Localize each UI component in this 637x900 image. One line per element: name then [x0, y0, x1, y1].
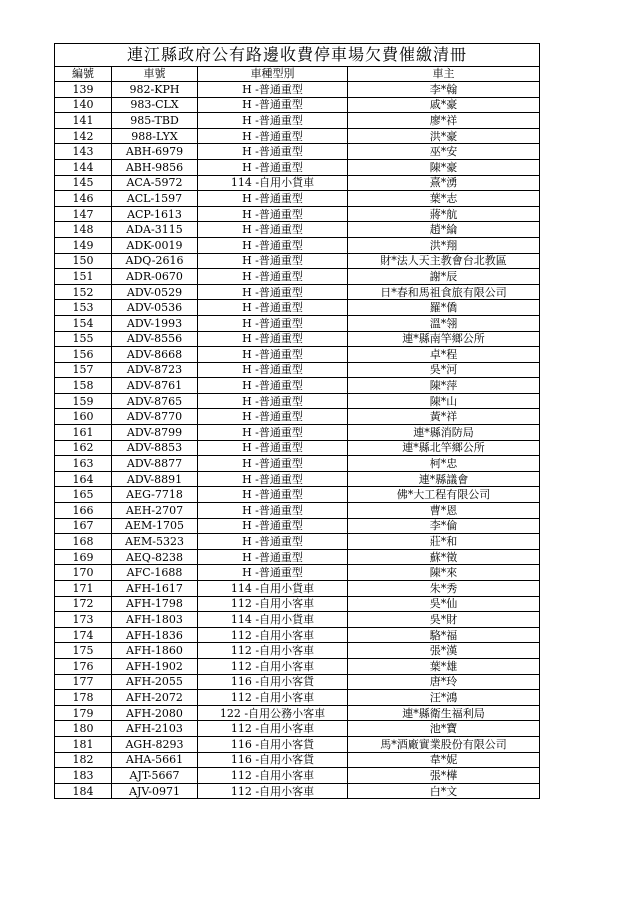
cell-owner: 陳*萍 [348, 378, 540, 394]
cell-plate: ADV-1993 [112, 315, 198, 331]
cell-plate: ADV-8853 [112, 440, 198, 456]
table-row [55, 378, 540, 394]
cell-no: 150 [55, 253, 112, 269]
cell-plate: AFC-1688 [112, 565, 198, 581]
table-row [55, 144, 540, 160]
table-row [55, 82, 540, 98]
table-row [55, 409, 540, 425]
cell-plate: AEM-5323 [112, 534, 198, 550]
cell-no: 175 [55, 643, 112, 659]
cell-vehicle-type: H -普通重型 [198, 471, 348, 487]
cell-owner: 葉*雄 [348, 658, 540, 674]
document-title: 連江縣政府公有路邊收費停車場欠費催繳清冊 [55, 44, 540, 67]
table-row [55, 253, 540, 269]
table-row [55, 503, 540, 519]
cell-owner: 莊*和 [348, 534, 540, 550]
cell-plate: ADV-8799 [112, 425, 198, 441]
cell-plate: AFH-1902 [112, 658, 198, 674]
cell-plate: ADV-8765 [112, 393, 198, 409]
cell-owner: 財*法人天主教會台北教區 [348, 253, 540, 269]
cell-no: 182 [55, 752, 112, 768]
table-row [55, 596, 540, 612]
cell-no: 153 [55, 300, 112, 316]
cell-plate: ADV-0529 [112, 284, 198, 300]
table-row [55, 534, 540, 550]
cell-owner: 趙*綸 [348, 222, 540, 238]
cell-vehicle-type: 112 -自用小客車 [198, 768, 348, 784]
cell-vehicle-type: H -普通重型 [198, 300, 348, 316]
cell-vehicle-type: H -普通重型 [198, 487, 348, 503]
cell-no: 179 [55, 705, 112, 721]
cell-owner: 朱*秀 [348, 581, 540, 597]
table-row [55, 487, 540, 503]
cell-owner: 洪*翔 [348, 237, 540, 253]
cell-owner: 連*縣南竿鄉公所 [348, 331, 540, 347]
cell-no: 156 [55, 347, 112, 363]
table-row [55, 690, 540, 706]
cell-owner: 日*春和馬祖食旅有限公司 [348, 284, 540, 300]
cell-owner: 連*縣議會 [348, 471, 540, 487]
cell-plate: AFH-2072 [112, 690, 198, 706]
cell-no: 171 [55, 581, 112, 597]
cell-no: 170 [55, 565, 112, 581]
cell-owner: 吳*仙 [348, 596, 540, 612]
cell-owner: 連*縣消防局 [348, 425, 540, 441]
cell-no: 165 [55, 487, 112, 503]
cell-plate: AFH-1836 [112, 627, 198, 643]
cell-vehicle-type: H -普通重型 [198, 425, 348, 441]
cell-vehicle-type: H -普通重型 [198, 144, 348, 160]
cell-plate: ADV-0536 [112, 300, 198, 316]
cell-plate: ACL-1597 [112, 191, 198, 207]
cell-vehicle-type: H -普通重型 [198, 565, 348, 581]
cell-no: 155 [55, 331, 112, 347]
cell-plate: ADV-8770 [112, 409, 198, 425]
cell-plate: 985-TBD [112, 113, 198, 129]
cell-plate: AEQ-8238 [112, 549, 198, 565]
cell-no: 169 [55, 549, 112, 565]
cell-plate: ACA-5972 [112, 175, 198, 191]
cell-vehicle-type: H -普通重型 [198, 362, 348, 378]
cell-vehicle-type: H -普通重型 [198, 269, 348, 285]
cell-no: 152 [55, 284, 112, 300]
cell-vehicle-type: H -普通重型 [198, 534, 348, 550]
table-row [55, 206, 540, 222]
cell-no: 142 [55, 128, 112, 144]
table-row [55, 315, 540, 331]
cell-vehicle-type: H -普通重型 [198, 222, 348, 238]
cell-no: 172 [55, 596, 112, 612]
cell-no: 159 [55, 393, 112, 409]
cell-plate: AFH-2103 [112, 721, 198, 737]
cell-plate: AJV-0971 [112, 783, 198, 799]
cell-plate: ADV-8761 [112, 378, 198, 394]
cell-no: 140 [55, 97, 112, 113]
cell-owner: 池*寶 [348, 721, 540, 737]
cell-no: 177 [55, 674, 112, 690]
table-row [55, 128, 540, 144]
cell-plate: ABH-6979 [112, 144, 198, 160]
cell-owner: 李*倫 [348, 518, 540, 534]
cell-vehicle-type: H -普通重型 [198, 284, 348, 300]
cell-owner: 柯*忠 [348, 456, 540, 472]
table-row [55, 113, 540, 129]
cell-owner: 卓*程 [348, 347, 540, 363]
cell-no: 160 [55, 409, 112, 425]
cell-owner: 連*縣北竿鄉公所 [348, 440, 540, 456]
cell-no: 141 [55, 113, 112, 129]
cell-plate: AFH-1803 [112, 612, 198, 628]
cell-plate: ADV-8891 [112, 471, 198, 487]
cell-vehicle-type: H -普通重型 [198, 503, 348, 519]
cell-plate: AFH-2080 [112, 705, 198, 721]
table-row [55, 425, 540, 441]
cell-vehicle-type: H -普通重型 [198, 518, 348, 534]
cell-plate: 982-KPH [112, 82, 198, 98]
cell-owner: 黃*祥 [348, 409, 540, 425]
table-row [55, 768, 540, 784]
cell-owner: 陳*豪 [348, 159, 540, 175]
cell-owner: 陳*來 [348, 565, 540, 581]
cell-vehicle-type: 112 -自用小客車 [198, 658, 348, 674]
cell-owner: 張*樺 [348, 768, 540, 784]
cell-owner: 汪*鴻 [348, 690, 540, 706]
table-row [55, 643, 540, 659]
cell-owner: 戚*豪 [348, 97, 540, 113]
cell-plate: ADR-0670 [112, 269, 198, 285]
cell-owner: 葉*志 [348, 191, 540, 207]
cell-plate: ADV-8877 [112, 456, 198, 472]
cell-plate: ADA-3115 [112, 222, 198, 238]
header-row [55, 67, 540, 82]
cell-no: 168 [55, 534, 112, 550]
table-row [55, 549, 540, 565]
cell-owner: 吳*財 [348, 612, 540, 628]
table-row [55, 752, 540, 768]
table-row [55, 97, 540, 113]
cell-no: 143 [55, 144, 112, 160]
cell-owner: 陳*山 [348, 393, 540, 409]
cell-vehicle-type: 116 -自用小客貨 [198, 752, 348, 768]
cell-vehicle-type: H -普通重型 [198, 253, 348, 269]
cell-plate: AFH-1860 [112, 643, 198, 659]
cell-no: 166 [55, 503, 112, 519]
cell-plate: ADK-0019 [112, 237, 198, 253]
cell-owner: 連*縣衛生福利局 [348, 705, 540, 721]
table-row [55, 300, 540, 316]
cell-no: 162 [55, 440, 112, 456]
cell-no: 184 [55, 783, 112, 799]
cell-owner: 洪*豪 [348, 128, 540, 144]
table-row [55, 674, 540, 690]
cell-plate: ADV-8723 [112, 362, 198, 378]
cell-owner: 熹*湧 [348, 175, 540, 191]
cell-vehicle-type: 112 -自用小客車 [198, 783, 348, 799]
cell-no: 183 [55, 768, 112, 784]
cell-no: 149 [55, 237, 112, 253]
cell-vehicle-type: 112 -自用小客車 [198, 690, 348, 706]
table-row [55, 783, 540, 799]
header-no: 編號 [55, 67, 112, 82]
cell-vehicle-type: 112 -自用小客車 [198, 643, 348, 659]
cell-vehicle-type: 116 -自用小客貨 [198, 736, 348, 752]
cell-no: 181 [55, 736, 112, 752]
table-row [55, 222, 540, 238]
table-row [55, 159, 540, 175]
cell-vehicle-type: H -普通重型 [198, 347, 348, 363]
cell-vehicle-type: H -普通重型 [198, 440, 348, 456]
table-row [55, 627, 540, 643]
cell-vehicle-type: 122 -自用公務小客車 [198, 705, 348, 721]
cell-no: 154 [55, 315, 112, 331]
cell-owner: 羅*僑 [348, 300, 540, 316]
cell-owner: 溫*翎 [348, 315, 540, 331]
cell-no: 164 [55, 471, 112, 487]
cell-vehicle-type: 114 -自用小貨車 [198, 581, 348, 597]
table-row [55, 612, 540, 628]
cell-owner: 廖*祥 [348, 113, 540, 129]
table-row [55, 237, 540, 253]
cell-no: 148 [55, 222, 112, 238]
cell-plate: AJT-5667 [112, 768, 198, 784]
cell-no: 180 [55, 721, 112, 737]
cell-owner: 馬*酒廠實業股份有限公司 [348, 736, 540, 752]
cell-owner: 張*漢 [348, 643, 540, 659]
cell-owner: 佛*大工程有限公司 [348, 487, 540, 503]
cell-plate: AGH-8293 [112, 736, 198, 752]
cell-no: 161 [55, 425, 112, 441]
table-row [55, 658, 540, 674]
cell-no: 174 [55, 627, 112, 643]
table-row [55, 471, 540, 487]
cell-plate: 988-LYX [112, 128, 198, 144]
cell-vehicle-type: H -普通重型 [198, 315, 348, 331]
table-row [55, 347, 540, 363]
cell-plate: ACP-1613 [112, 206, 198, 222]
cell-plate: ADQ-2616 [112, 253, 198, 269]
cell-no: 144 [55, 159, 112, 175]
header-owner: 車主 [348, 67, 540, 82]
cell-plate: AFH-1798 [112, 596, 198, 612]
cell-vehicle-type: H -普通重型 [198, 159, 348, 175]
cell-owner: 蘇*徵 [348, 549, 540, 565]
header-plate: 車號 [112, 67, 198, 82]
table-row [55, 362, 540, 378]
cell-no: 145 [55, 175, 112, 191]
cell-vehicle-type: 114 -自用小貨車 [198, 612, 348, 628]
cell-plate: AFH-1617 [112, 581, 198, 597]
cell-vehicle-type: H -普通重型 [198, 237, 348, 253]
arrears-register-sheet [54, 43, 539, 799]
cell-vehicle-type: 112 -自用小客車 [198, 627, 348, 643]
arrears-table [54, 43, 540, 799]
cell-no: 151 [55, 269, 112, 285]
cell-vehicle-type: H -普通重型 [198, 393, 348, 409]
cell-plate: AHA-5661 [112, 752, 198, 768]
cell-owner: 李*翰 [348, 82, 540, 98]
cell-vehicle-type: H -普通重型 [198, 82, 348, 98]
cell-vehicle-type: H -普通重型 [198, 206, 348, 222]
cell-no: 167 [55, 518, 112, 534]
cell-owner: 白*文 [348, 783, 540, 799]
cell-vehicle-type: 112 -自用小客車 [198, 596, 348, 612]
table-row [55, 284, 540, 300]
cell-owner: 蔣*航 [348, 206, 540, 222]
cell-plate: 983-CLX [112, 97, 198, 113]
table-row [55, 393, 540, 409]
cell-plate: AEG-7718 [112, 487, 198, 503]
cell-no: 147 [55, 206, 112, 222]
cell-vehicle-type: 116 -自用小客貨 [198, 674, 348, 690]
cell-vehicle-type: 114 -自用小貨車 [198, 175, 348, 191]
cell-plate: ADV-8668 [112, 347, 198, 363]
cell-vehicle-type: H -普通重型 [198, 191, 348, 207]
table-body [55, 82, 540, 799]
cell-vehicle-type: H -普通重型 [198, 331, 348, 347]
cell-vehicle-type: H -普通重型 [198, 549, 348, 565]
cell-plate: AEM-1705 [112, 518, 198, 534]
cell-owner: 駱*福 [348, 627, 540, 643]
cell-no: 178 [55, 690, 112, 706]
cell-owner: 韋*妮 [348, 752, 540, 768]
cell-vehicle-type: 112 -自用小客車 [198, 721, 348, 737]
table-row [55, 191, 540, 207]
cell-no: 163 [55, 456, 112, 472]
table-row [55, 456, 540, 472]
cell-no: 176 [55, 658, 112, 674]
table-row [55, 565, 540, 581]
cell-vehicle-type: H -普通重型 [198, 378, 348, 394]
table-row [55, 440, 540, 456]
table-row [55, 518, 540, 534]
cell-plate: AEH-2707 [112, 503, 198, 519]
cell-owner: 巫*安 [348, 144, 540, 160]
cell-plate: AFH-2055 [112, 674, 198, 690]
cell-vehicle-type: H -普通重型 [198, 97, 348, 113]
table-row [55, 705, 540, 721]
table-row [55, 175, 540, 191]
table-row [55, 269, 540, 285]
cell-no: 173 [55, 612, 112, 628]
header-vehicle-type: 車種型別 [198, 67, 348, 82]
cell-vehicle-type: H -普通重型 [198, 409, 348, 425]
cell-vehicle-type: H -普通重型 [198, 113, 348, 129]
cell-owner: 曹*恩 [348, 503, 540, 519]
cell-owner: 吳*河 [348, 362, 540, 378]
cell-no: 158 [55, 378, 112, 394]
cell-no: 146 [55, 191, 112, 207]
cell-owner: 唐*玲 [348, 674, 540, 690]
cell-no: 157 [55, 362, 112, 378]
cell-plate: ABH-9856 [112, 159, 198, 175]
cell-owner: 謝*辰 [348, 269, 540, 285]
table-row [55, 331, 540, 347]
cell-plate: ADV-8556 [112, 331, 198, 347]
table-row [55, 721, 540, 737]
table-row [55, 736, 540, 752]
table-row [55, 581, 540, 597]
cell-no: 139 [55, 82, 112, 98]
cell-vehicle-type: H -普通重型 [198, 128, 348, 144]
cell-vehicle-type: H -普通重型 [198, 456, 348, 472]
